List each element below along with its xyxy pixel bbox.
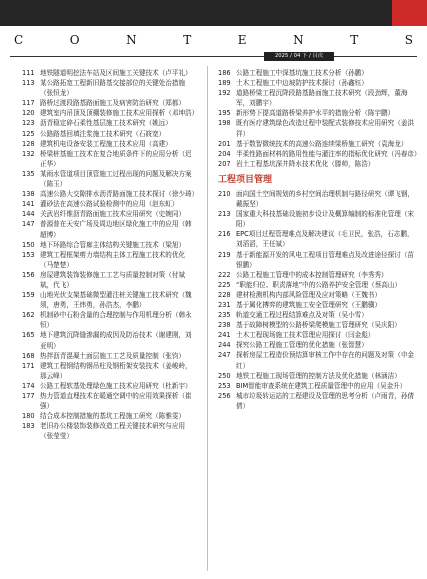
toc-entry (22, 219, 198, 239)
toc-page-number: 225 (218, 280, 231, 289)
toc-article-title: 探析房屋工程造价预结算审核工作中存在的问题及对策（申金红） (236, 351, 415, 370)
toc-entry (218, 270, 418, 280)
toc-article-title: 基于新能源开发的风电工程项目管理难点及改进途径探讨（苗银鹏） (236, 250, 415, 269)
toc-page-number: 138 (22, 190, 35, 199)
toc-entry (218, 391, 418, 411)
toc-article-title: 桥梁桩基施工技术在复合地质条件下的应用分析（迟正华） (40, 149, 192, 168)
toc-article-title: 热力管道直埋技术在暖通空调中的应用效果探析（崔强） (40, 392, 192, 411)
toc-article-title: 某公路拓宽工程新旧路基交接部位的关键处治措施（张恒龙） (40, 79, 186, 98)
toc-page-number: 213 (218, 210, 231, 219)
toc-page-number: 216 (218, 230, 231, 239)
left-column (22, 68, 198, 441)
toc-article-title: 土木工程施工中边坡防护技术探讨（孙鑫钰） (236, 79, 368, 88)
toc-article-title: 城市垃圾转运站的工程建设及管理的思考分析（卢雨青，孙倩倩） (236, 391, 415, 410)
toc-page-number: 219 (218, 250, 231, 259)
toc-article-title: 房屋建筑装饰装修施工工艺与质量控制对策（付斌斌，代飞） (40, 270, 186, 289)
toc-page-number: 125 (22, 129, 35, 138)
toc-page-number: 111 (22, 69, 35, 77)
toc-page-number: 117 (22, 99, 35, 108)
toc-entry (22, 381, 198, 391)
top-bar-accent (392, 0, 427, 26)
toc-page-number: 156 (22, 270, 35, 279)
toc-page-number: 180 (22, 412, 35, 421)
toc-entry (218, 78, 418, 88)
header-rule (10, 56, 417, 57)
toc-page-number: 241 (218, 331, 231, 340)
toc-entry (218, 209, 418, 229)
toc-page-number: 123 (22, 119, 35, 128)
toc-entry (22, 330, 198, 350)
toc-entry (22, 270, 198, 290)
toc-article-title: 基于属化搏弈的建筑施工安全管理研究（王鹏骥） (236, 300, 382, 309)
toc-article-title: 国家重大科技基础设施初步设计及概算编制的标准化管理（宋阳） (236, 210, 415, 229)
toc-entry (22, 98, 198, 108)
toc-entry (22, 421, 198, 441)
toc-entry (22, 108, 198, 118)
toc-page-number: 132 (22, 149, 35, 158)
toc-entry (22, 129, 198, 139)
toc-article-title: 沥青稳定碎石柔性基层施工技术研究（姚远） (40, 119, 172, 128)
toc-article-title: 半柔性路面材料的路用性能与灌注率的指标优化研究（冯春彦） (236, 149, 421, 158)
column-divider (207, 66, 208, 571)
contents-letter: N (293, 33, 304, 47)
toc-entry (22, 118, 198, 128)
toc-article-title: 老旧办公楼装饰装修改造工程关键技术研究与应用（张莹莹） (40, 422, 186, 441)
toc-page-number: 165 (22, 331, 35, 340)
toc-article-title: 公路工程软基处理绿色施工技术应用研究（杜新宇） (40, 381, 192, 390)
toc-article-title: “职能归位、职责落地”中的公路养护安全管理（蔡高山） (236, 280, 402, 289)
toc-article-title: 轨道交通工程过程结算难点及对策（吴小雪） (236, 311, 368, 320)
section-title: 工程项目管理 (218, 174, 273, 185)
toc-entry (22, 78, 198, 98)
toc-article-title: 公路路基回填注浆施工技术研究（石筱宽） (40, 129, 166, 138)
toc-entry (22, 361, 198, 381)
toc-entry (218, 330, 418, 340)
toc-article-title: 岩土工程基坑深井降水技术优化（滕帅，陈浩） (236, 159, 375, 168)
right-entries-top (218, 68, 421, 169)
right-entries-bottom (218, 189, 418, 411)
toc-article-title: 机制砂中石粉含量的合理控制与作用机理分析（韩永恒） (40, 311, 192, 330)
toc-entry (22, 290, 198, 310)
toc-entry (218, 88, 418, 108)
toc-article-title: 建筑工程框架剪力墙结构主体工程施工技术的优化（马楚楚） (40, 250, 186, 269)
toc-page-number: 250 (218, 371, 231, 380)
toc-entry (218, 108, 418, 118)
toc-entry (218, 350, 418, 370)
toc-article-title: 路桥过渡段路基路面施工及病害防治研究（郑都） (40, 99, 186, 108)
toc-entry (22, 250, 198, 270)
toc-entry (218, 320, 418, 330)
toc-article-title: 建材检测机构内部风险管理及应对策略（王魏书） (236, 290, 382, 299)
toc-page-number: 135 (22, 169, 35, 178)
toc-page-number: 222 (218, 270, 231, 279)
contents-letter: E (237, 33, 247, 47)
toc-page-number: 174 (22, 381, 35, 390)
toc-page-number: 120 (22, 109, 35, 118)
toc-entry (22, 189, 198, 199)
toc-page-number: 150 (22, 240, 35, 249)
toc-article-title: 基于数智微统技术的高速公路连续梁桥施工研究（袁海龙） (236, 139, 408, 148)
toc-entry (218, 159, 418, 169)
toc-page-number: 171 (22, 361, 35, 370)
toc-page-number: 113 (22, 79, 35, 88)
toc-article-title: 公路工程施工管理中的成本控制管理研究（李秀秀） (236, 270, 388, 279)
contents-letter: T (350, 33, 359, 47)
toc-page-number: 198 (218, 119, 231, 128)
toc-page-number: 183 (22, 422, 35, 431)
toc-article-title: 地下环路综合管廊主体结构关键施工技术（梁旭） (40, 240, 186, 249)
toc-entry (218, 149, 421, 159)
toc-page-number: 207 (218, 159, 231, 168)
toc-entry (22, 209, 198, 219)
toc-article-title: 关武岩纤维沥青路面施工技术应用研究（史婉同） (40, 210, 186, 219)
toc-page-number: 238 (218, 321, 231, 330)
toc-entry (22, 351, 198, 361)
toc-page-number: 144 (22, 210, 35, 219)
toc-entry (22, 411, 198, 421)
toc-page-number: 235 (218, 311, 231, 320)
toc-article-title: 地铁工程施工现场管理的控制方法及优化措施（林涵洁） (236, 371, 401, 380)
contents-letter: C (14, 33, 24, 47)
toc-page-number: 162 (22, 311, 35, 320)
contents-letter: T (183, 33, 192, 47)
contents-heading (0, 33, 427, 49)
toc-page-number: 201 (218, 139, 231, 148)
toc-entry (22, 139, 198, 149)
toc-page-number: 141 (22, 200, 35, 209)
toc-article-title: EPC项目过程管理难点及解决建议（毛卫民，张浩，石志鹏，刘滔滔，王任斌） (236, 230, 414, 249)
toc-article-title: 探究公路工程施工管理的优化措施（张智慧） (236, 341, 368, 350)
toc-entry (22, 68, 198, 78)
right-column (218, 68, 421, 411)
toc-page-number: 192 (218, 89, 231, 98)
toc-article-title: 普源普在天安广场及周边地区绿化施工中的应用（韩超博） (40, 220, 192, 239)
toc-page-number: 247 (218, 351, 231, 360)
toc-page-number: 210 (218, 189, 231, 198)
toc-entry (22, 391, 198, 411)
toc-entry (218, 381, 418, 391)
toc-entry (218, 280, 418, 290)
toc-article-title: 某雨水管道项目顶管施工过程出现的问题及解决方案（陈玉） (40, 169, 192, 189)
toc-page-number: 189 (218, 79, 231, 88)
toc-entry (218, 189, 418, 209)
toc-page-number: 195 (218, 109, 231, 118)
toc-article-title: 建筑工程钢结构钢吊柱及钢桁架安装技术（姜峻岭，那云峰） (40, 361, 192, 380)
toc-page-number: 231 (218, 300, 231, 309)
toc-page-number: 153 (22, 250, 35, 259)
toc-entry (218, 139, 418, 149)
toc-article-title: BIM智能审查系统在建筑工程质量管理中的应用（吴金升） (236, 381, 407, 390)
toc-page-number: 147 (22, 220, 35, 229)
toc-article-title: 热拌沥青混凝土面层施工工艺及质量控制（张钧） (40, 351, 186, 360)
toc-entry (218, 229, 418, 249)
toc-article-title: 土木工程现场施工技术管理应用探讨（闫金彪） (236, 331, 375, 340)
toc-article-title: 地铁隧道明挖法车站及区间施工关键技术（卢平礼） (40, 69, 192, 77)
toc-entry (218, 371, 418, 381)
toc-article-title: 道路桥梁工程沉降段路基路面施工技术研究（段劲辉，董海军，刘鹏宇） (236, 89, 408, 108)
toc-page-number: 253 (218, 381, 231, 390)
toc-page-number: 128 (22, 139, 35, 148)
toc-entry (22, 149, 198, 169)
toc-article-title: 公路工程施工中深基坑施工技术分析（孙鹏） (236, 69, 368, 77)
toc-article-title: 基于故障树模型的公路桥梁爬模施工管理研究（吴庆阳） (236, 321, 401, 330)
toc-article-title: 新形势下提高道路桥梁养护水平的措施分析（陈宇鹏） (236, 109, 395, 118)
toc-article-title: 既有医疗建筑绿色改造过程中装配式装修技术应用研究（姜洪祥） (236, 119, 415, 138)
top-bar (0, 0, 427, 26)
toc-article-title: 建筑机电设备安装工程施工技术应用（高建） (40, 139, 172, 148)
contents-letter: O (69, 33, 80, 47)
toc-article-title: 灌砂法在高速公路试验检测中的应用（赵东虹） (40, 200, 179, 209)
issue-label: 2025 / 04 下 / 目次 (264, 52, 334, 61)
toc-page-number: 228 (218, 290, 231, 299)
toc-article-title: 面向国土空间规划的乡村空间治理机制与路径研究（谭飞钢，戴振坚） (236, 189, 415, 209)
toc-page-number: 186 (218, 69, 231, 77)
toc-entry (22, 199, 198, 209)
toc-article-title: 地下建筑沉降缝渗漏的成因及防治技术（谢建刚，刘亚明） (40, 331, 192, 350)
toc-page-number: 168 (22, 351, 35, 360)
toc-entry (22, 169, 198, 189)
toc-article-title: 高速公路大交隙排水沥青路面施工技术探讨（徐少琦） (40, 190, 199, 199)
toc-page-number: 159 (22, 291, 35, 300)
toc-entry (218, 290, 418, 300)
contents-letter: N (126, 33, 137, 47)
toc-page-number: 256 (218, 391, 231, 400)
toc-page-number: 204 (218, 149, 231, 158)
toc-entry (218, 68, 418, 78)
toc-entry (22, 240, 198, 250)
toc-entry (218, 310, 418, 320)
toc-article-title: 山地光伏支架基础微型灌注桩关键施工技术研究（魏须，唐勇，王炜勇，孙浩杰，李鹏） (40, 291, 192, 310)
toc-entry (218, 250, 418, 270)
toc-page-number: 177 (22, 392, 35, 400)
toc-entry (218, 118, 418, 138)
toc-entry (22, 310, 198, 330)
toc-entry (218, 340, 418, 350)
toc-page-number: 244 (218, 341, 231, 350)
toc-article-title: 建筑室内吊顶及顶棚装修施工技术应用探析（邓坤浩） (40, 109, 199, 118)
toc-article-title: 结合成本控制措施的基坑工程施工研究（陈雅雯） (40, 412, 186, 421)
toc-entry (218, 300, 418, 310)
contents-letter: S (404, 33, 413, 47)
